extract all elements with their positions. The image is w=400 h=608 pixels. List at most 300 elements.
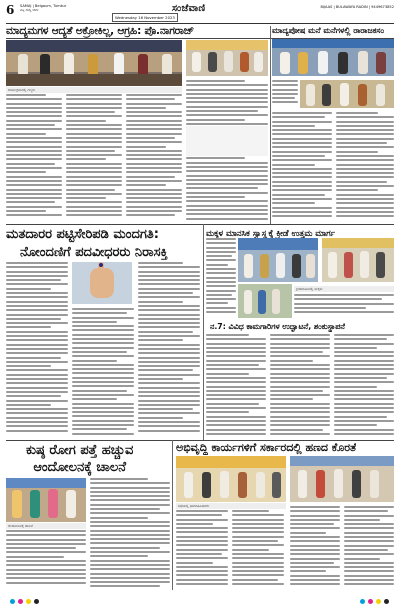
- text-line: [138, 404, 200, 406]
- pull-quote-box: [186, 126, 268, 156]
- text-line: [336, 129, 394, 131]
- caption-stage-guests: ಕಾರ್ಯಕ್ರಮದಲ್ಲಿ ಗಣ್ಯರು: [6, 87, 182, 93]
- text-line: [232, 540, 278, 542]
- text-line: [206, 424, 266, 426]
- text-line: [232, 531, 284, 533]
- article-sports-col-2: [294, 294, 394, 318]
- text-line: [334, 403, 394, 405]
- text-line: [126, 115, 182, 117]
- text-line: [294, 298, 382, 300]
- text-line: [186, 166, 268, 168]
- article-leprosy-col-1: [90, 478, 170, 590]
- text-line: [90, 555, 148, 557]
- headline-voter-list: [6, 226, 168, 262]
- text-line: [176, 574, 228, 576]
- text-line: [272, 198, 332, 200]
- header-right-info: BIJAAS | BULAWAYA RADIN | 9449673852: [320, 5, 394, 9]
- text-line: [186, 101, 268, 103]
- headline-works-inauguration: ನ.7: ವಿವಿಧ ಕಾಮಗಾರಿಗಳ ಉದ್ಘಾಟನೆ, ಶಂಕುಸ್ಥಾಪನೆ: [210, 322, 345, 331]
- text-line: [90, 585, 160, 587]
- text-line: [6, 210, 46, 212]
- article-works-col-2: [270, 334, 330, 438]
- text-line: [272, 129, 332, 131]
- text-line: [344, 532, 394, 534]
- text-line: [138, 266, 200, 268]
- text-line: [270, 347, 330, 349]
- text-line: [344, 536, 394, 538]
- text-line: [126, 154, 182, 156]
- text-line: [138, 292, 193, 294]
- text-line: [336, 189, 378, 191]
- text-line: [272, 159, 332, 161]
- text-line: [344, 515, 394, 517]
- text-line: [72, 381, 134, 383]
- text-line: [6, 374, 68, 376]
- text-line: [344, 519, 380, 521]
- text-line: [344, 540, 394, 542]
- text-line: [272, 93, 298, 95]
- text-line: [206, 343, 266, 345]
- headline-media-priority: ಮಾದ್ಯಮಗಳ ಆದ್ಯತೆ ಅಕ್ರೋಕಿಲ್ಲ, ಆಗ್ರಹಿ: ಪೊ.ನಾಗರಾಜ್: [6, 25, 194, 37]
- text-line: [206, 302, 228, 304]
- text-line: [206, 311, 236, 313]
- text-line: [72, 372, 134, 374]
- text-line: [6, 348, 68, 350]
- text-line: [6, 543, 86, 545]
- text-line: [232, 536, 284, 538]
- text-line: [90, 573, 170, 575]
- text-line: [270, 416, 330, 418]
- page-number: 6: [6, 3, 15, 17]
- text-line: [126, 171, 182, 173]
- text-line: [6, 309, 68, 311]
- edition-line-2: ಎಸ್ಪಿ ಸುದ್ದಿ ಜಾಲ: [20, 8, 39, 13]
- text-line: [90, 538, 170, 540]
- text-line: [90, 581, 170, 583]
- text-line: [6, 417, 68, 419]
- text-line: [6, 305, 68, 307]
- text-line: [176, 549, 228, 551]
- text-line: [90, 508, 160, 510]
- text-line: [176, 514, 222, 516]
- text-line: [270, 398, 313, 400]
- text-line: [344, 523, 394, 525]
- print-registration-marks: [0, 596, 400, 608]
- text-line: [272, 89, 298, 91]
- text-line: [232, 519, 284, 521]
- text-line: [206, 294, 232, 296]
- text-line: [270, 360, 313, 362]
- text-line: [186, 175, 268, 177]
- text-line: [272, 125, 315, 127]
- text-line: [272, 172, 332, 174]
- text-line: [6, 279, 61, 281]
- text-line: [90, 525, 170, 527]
- text-line: [270, 420, 330, 422]
- photo-drug-awareness-1: [272, 38, 394, 76]
- text-line: [176, 519, 228, 521]
- text-line: [6, 357, 61, 359]
- text-line: [334, 407, 394, 409]
- text-line: [186, 183, 268, 185]
- text-line: [6, 564, 86, 566]
- text-line: [72, 317, 134, 319]
- text-line: [344, 579, 394, 581]
- text-line: [6, 534, 86, 536]
- text-line: [186, 157, 245, 159]
- text-line: [6, 569, 86, 571]
- text-line: [72, 360, 117, 362]
- text-line: [90, 517, 148, 519]
- article-works-col-3: [334, 334, 394, 438]
- text-line: [6, 582, 86, 584]
- reg-mark-yellow: [26, 599, 31, 604]
- text-line: [270, 386, 330, 388]
- text-line: [6, 421, 68, 423]
- text-line: [290, 549, 340, 551]
- text-line: [6, 331, 68, 333]
- text-line: [66, 167, 122, 169]
- text-line: [6, 314, 68, 316]
- article-drug-col-1: [272, 80, 298, 110]
- text-line: [66, 137, 122, 139]
- text-line: [344, 562, 394, 564]
- text-line: [138, 288, 200, 290]
- text-line: [270, 407, 330, 409]
- text-line: [138, 271, 200, 273]
- col-rule-2: [203, 224, 204, 440]
- text-line: [272, 211, 332, 213]
- text-line: [176, 566, 228, 568]
- edition-line-1: SAMAJ | Belgaum, Tumkur: [20, 4, 67, 8]
- text-line: [344, 570, 394, 572]
- text-line: [66, 189, 115, 191]
- text-line: [334, 420, 394, 422]
- text-line: [138, 322, 200, 324]
- text-line: [206, 338, 266, 340]
- text-line: [176, 510, 228, 512]
- text-line: [6, 387, 68, 389]
- text-line: [72, 347, 134, 349]
- text-line: [90, 577, 170, 579]
- text-line: [272, 168, 332, 170]
- text-line: [186, 179, 268, 181]
- text-line: [90, 491, 170, 493]
- text-line: [206, 364, 259, 366]
- text-line: [272, 97, 295, 99]
- text-line: [206, 390, 266, 392]
- text-line: [176, 562, 213, 564]
- text-line: [6, 292, 68, 294]
- text-line: [336, 116, 394, 118]
- text-line: [334, 381, 394, 383]
- text-line: [206, 416, 266, 418]
- text-line: [272, 181, 332, 183]
- text-line: [6, 382, 68, 384]
- text-line: [206, 264, 228, 266]
- text-line: [206, 411, 249, 413]
- text-line: [6, 395, 61, 397]
- text-line: [66, 214, 122, 216]
- reg-mark-cyan: [10, 599, 15, 604]
- text-line: [138, 352, 200, 354]
- text-line: [232, 523, 284, 525]
- text-line: [66, 206, 122, 208]
- text-line: [272, 121, 332, 123]
- text-line: [6, 339, 68, 341]
- text-line: [272, 185, 332, 187]
- article-voter-col-1: [6, 262, 68, 438]
- text-line: [290, 523, 334, 525]
- text-line: [232, 579, 278, 581]
- text-line: [270, 411, 330, 413]
- text-line: [90, 568, 170, 570]
- text-line: [72, 403, 134, 405]
- text-line: [206, 360, 266, 362]
- article-media-col-2: [66, 94, 122, 222]
- text-line: [334, 433, 394, 435]
- text-line: [270, 403, 330, 405]
- text-line: [6, 107, 62, 109]
- text-line: [72, 390, 127, 392]
- text-line: [270, 424, 330, 426]
- text-line: [6, 352, 68, 354]
- text-line: [290, 553, 340, 555]
- text-line: [270, 433, 330, 435]
- text-line: [138, 301, 183, 303]
- text-line: [126, 146, 166, 148]
- text-line: [336, 146, 394, 148]
- text-line: [66, 120, 106, 122]
- text-line: [72, 364, 134, 366]
- text-line: [138, 279, 200, 281]
- text-line: [66, 103, 122, 105]
- text-line: [72, 312, 127, 314]
- text-line: [6, 288, 51, 290]
- text-line: [206, 377, 266, 379]
- text-line: [334, 424, 377, 426]
- text-line: [334, 386, 377, 388]
- text-line: [66, 111, 115, 113]
- text-line: [334, 429, 394, 431]
- text-line: [6, 404, 51, 406]
- text-line: [272, 164, 315, 166]
- text-line: [138, 314, 200, 316]
- text-line: [126, 128, 182, 130]
- text-line: [344, 549, 388, 551]
- text-line: [138, 357, 200, 359]
- text-line: [6, 167, 62, 169]
- text-line: [72, 424, 134, 426]
- text-line: [72, 342, 134, 344]
- text-line: [206, 351, 266, 353]
- text-line: [294, 307, 366, 309]
- article-dev-col-1: [176, 510, 228, 590]
- text-line: [6, 193, 62, 195]
- text-line: [290, 540, 340, 542]
- text-line: [290, 558, 340, 560]
- text-line: [126, 189, 182, 191]
- text-line: [6, 283, 68, 285]
- text-line: [72, 385, 134, 387]
- text-line: [66, 163, 122, 165]
- text-line: [186, 119, 245, 121]
- text-line: [6, 560, 86, 562]
- text-line: [336, 125, 394, 127]
- text-line: [126, 120, 182, 122]
- text-line: [206, 420, 266, 422]
- text-line: [6, 344, 68, 346]
- text-line: [232, 566, 284, 568]
- text-line: [66, 128, 122, 130]
- text-line: [336, 185, 394, 187]
- text-line: [206, 307, 236, 309]
- article-sports-col-1: [206, 238, 236, 318]
- text-line: [206, 398, 266, 400]
- text-line: [138, 417, 183, 419]
- text-line: [176, 570, 228, 572]
- text-line: [232, 553, 284, 555]
- text-line: [344, 527, 394, 529]
- text-line: [334, 364, 394, 366]
- text-line: [336, 112, 378, 114]
- text-line: [6, 430, 68, 432]
- text-line: [72, 377, 134, 379]
- text-line: [232, 574, 284, 576]
- text-line: [270, 429, 323, 431]
- text-line: [206, 347, 266, 349]
- text-line: [206, 433, 266, 435]
- text-line: [66, 107, 122, 109]
- text-line: [206, 381, 266, 383]
- text-line: [126, 103, 182, 105]
- text-line: [66, 184, 122, 186]
- text-line: [290, 519, 340, 521]
- text-line: [272, 142, 332, 144]
- text-line: [334, 377, 387, 379]
- text-line: [138, 348, 200, 350]
- headline-leprosy-campaign: [26, 442, 133, 476]
- text-line: [138, 391, 200, 393]
- text-line: [290, 579, 340, 581]
- text-line: [6, 539, 86, 541]
- photo-sports-event-3: [238, 284, 292, 318]
- text-line: [272, 138, 332, 140]
- text-line: [72, 407, 134, 409]
- text-line: [176, 544, 228, 546]
- text-line: [186, 196, 245, 198]
- headline-leprosy-line-2: ಆಂದೋಲನಕ್ಕೆ ಚಾಲನೆ: [33, 460, 127, 475]
- text-line: [6, 124, 55, 126]
- text-line: [90, 478, 148, 480]
- text-line: [66, 115, 122, 117]
- reg-mark-black-right: [384, 599, 389, 604]
- text-line: [206, 290, 236, 292]
- reg-mark-black: [34, 599, 39, 604]
- text-line: [6, 365, 51, 367]
- text-line: [270, 394, 330, 396]
- text-line: [6, 573, 86, 575]
- text-line: [186, 162, 268, 164]
- text-line: [6, 154, 62, 156]
- text-line: [6, 408, 68, 410]
- text-line: [186, 89, 268, 91]
- text-line: [270, 381, 330, 383]
- text-line: [6, 296, 68, 298]
- text-line: [90, 551, 170, 553]
- text-line: [138, 374, 200, 376]
- text-line: [232, 557, 284, 559]
- text-line: [186, 114, 268, 116]
- text-line: [72, 308, 134, 310]
- text-line: [90, 530, 170, 532]
- text-line: [206, 255, 232, 257]
- text-line: [6, 150, 62, 152]
- text-line: [6, 262, 68, 264]
- text-line: [6, 158, 62, 160]
- text-line: [336, 172, 394, 174]
- text-line: [336, 159, 394, 161]
- text-line: [72, 433, 134, 435]
- text-line: [66, 171, 122, 173]
- text-line: [6, 412, 68, 414]
- text-line: [126, 180, 182, 182]
- photo-stage-guests: [6, 40, 182, 86]
- text-line: [336, 194, 394, 196]
- text-line: [6, 120, 62, 122]
- photo-voter-hand: [72, 262, 132, 304]
- text-line: [290, 566, 340, 568]
- text-line: [6, 391, 68, 393]
- text-line: [206, 272, 236, 274]
- col-rule-1: [270, 26, 271, 224]
- text-line: [334, 398, 394, 400]
- text-line: [6, 128, 62, 130]
- text-line: [272, 151, 332, 153]
- text-line: [6, 141, 62, 143]
- text-line: [206, 355, 266, 357]
- text-line: [6, 214, 62, 216]
- text-line: [176, 523, 213, 525]
- reg-mark-cyan-right: [360, 599, 365, 604]
- rule-row2: [6, 224, 394, 225]
- text-line: [344, 583, 394, 585]
- text-line: [336, 164, 394, 166]
- text-line: [294, 303, 394, 305]
- text-line: [334, 368, 394, 370]
- text-line: [344, 566, 394, 568]
- text-line: [206, 259, 236, 261]
- text-line: [66, 154, 122, 156]
- text-line: [290, 510, 340, 512]
- text-line: [270, 377, 330, 379]
- text-line: [272, 215, 332, 217]
- text-line: [232, 549, 269, 551]
- text-line: [126, 124, 182, 126]
- text-line: [90, 487, 170, 489]
- text-line: [290, 570, 326, 572]
- col-rule-3: [172, 440, 173, 590]
- text-line: [126, 111, 182, 113]
- text-line: [6, 206, 62, 208]
- text-line: [206, 298, 236, 300]
- headline-development-funds: ಅಭಿವೃದ್ಧಿ ಕಾರ್ಯಗಳಿಗೆ ಸರ್ಕಾರದಲ್ಲಿ ಹಣದ ಕೊರತೆ: [176, 441, 357, 454]
- text-line: [232, 570, 284, 572]
- text-line: [6, 326, 51, 328]
- text-line: [336, 142, 387, 144]
- text-line: [126, 197, 182, 199]
- text-line: [138, 408, 193, 410]
